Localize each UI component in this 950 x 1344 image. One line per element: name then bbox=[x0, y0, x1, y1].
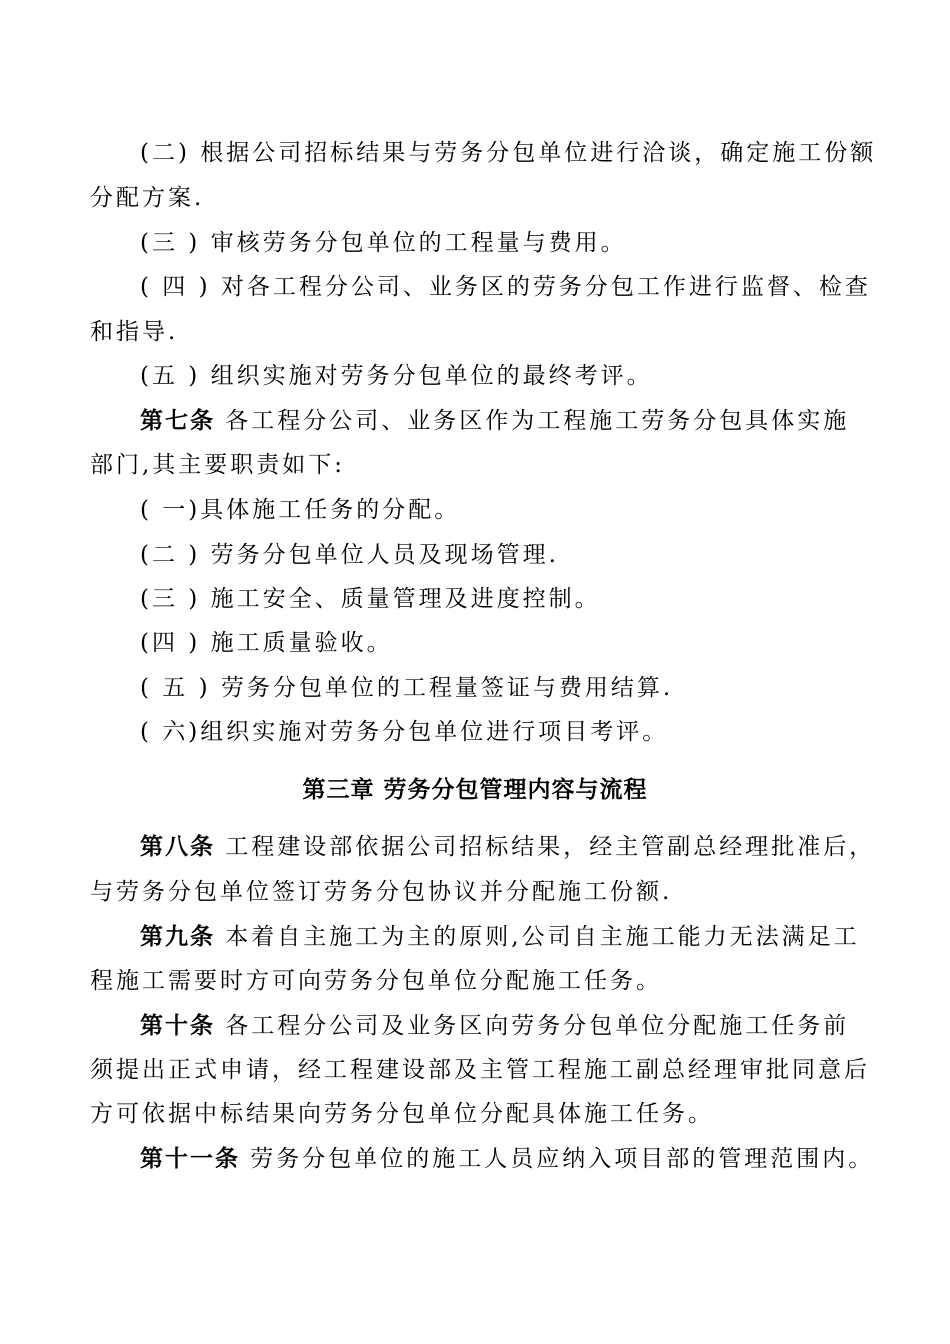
article-eight-label: 第八条 bbox=[140, 834, 215, 860]
article-eight-line1 bbox=[140, 832, 875, 862]
article-ten-line1 bbox=[140, 1011, 849, 1041]
paragraph-three: (三 ) 审核劳务分包单位的工程量与费用。 bbox=[140, 230, 627, 256]
article-seven-line1 bbox=[140, 406, 849, 436]
article-eleven-label: 第十一条 bbox=[140, 1146, 240, 1172]
duty-item-3: (三 ) 施工安全、质量管理及进度控制。 bbox=[140, 586, 601, 612]
article-nine-label: 第九条 bbox=[140, 924, 215, 950]
article-nine-line1 bbox=[140, 922, 860, 952]
duty-item-1: ( 一)具体施工任务的分配。 bbox=[140, 497, 461, 523]
paragraph-four-line2: 和指导. bbox=[90, 319, 179, 345]
chapter-heading: 第三章 劳务分包管理内容与流程 bbox=[302, 777, 648, 803]
paragraph-two-line1: (二) 根据公司招标结果与劳务分包单位进行洽谈，确定施工份额 bbox=[140, 140, 877, 166]
article-seven-label: 第七条 bbox=[140, 408, 215, 434]
article-ten-line3: 方可依据中标结果向劳务分包单位分配具体施工任务。 bbox=[90, 1101, 714, 1127]
article-eight-text: 工程建设部依据公司招标结果，经主管副总经理批准后， bbox=[215, 834, 876, 860]
article-ten-line2: 须提出正式申请，经工程建设部及主管工程施工副总经理审批同意后 bbox=[90, 1057, 870, 1083]
duty-item-4: (四 ) 施工质量验收。 bbox=[140, 630, 393, 656]
paragraph-four-line1: ( 四 ) 对各工程分公司、业务区的劳务分包工作进行监督、检查 bbox=[140, 274, 871, 300]
article-seven-line2: 部门,其主要职责如下: bbox=[90, 452, 346, 478]
article-ten-text: 各工程分公司及业务区向劳务分包单位分配施工任务前 bbox=[215, 1013, 850, 1039]
paragraph-two-line2: 分配方案. bbox=[90, 185, 205, 211]
article-nine-line2: 程施工需要时方可向劳务分包单位分配施工任务。 bbox=[90, 968, 662, 994]
article-seven-text: 各工程分公司、业务区作为工程施工劳务分包具体实施 bbox=[215, 408, 850, 434]
article-nine-text: 本着自主施工为主的原则,公司自主施工能力无法满足工 bbox=[215, 924, 860, 950]
duty-item-5: ( 五 ) 劳务分包单位的工程量签证与费用结算. bbox=[140, 675, 674, 701]
article-eleven-line1 bbox=[140, 1144, 874, 1174]
article-eleven-text: 劳务分包单位的施工人员应纳入项目部的管理范围内。 bbox=[240, 1146, 875, 1172]
article-eight-line2: 与劳务分包单位签订劳务分包协议并分配施工份额. bbox=[90, 879, 673, 905]
article-ten-label: 第十条 bbox=[140, 1013, 215, 1039]
paragraph-five: (五 ) 组织实施对劳务分包单位的最终考评。 bbox=[140, 363, 653, 389]
duty-item-6: ( 六)组织实施对劳务分包单位进行项目考评。 bbox=[140, 719, 669, 745]
duty-item-2: (二 ) 劳务分包单位人员及现场管理. bbox=[140, 542, 559, 568]
